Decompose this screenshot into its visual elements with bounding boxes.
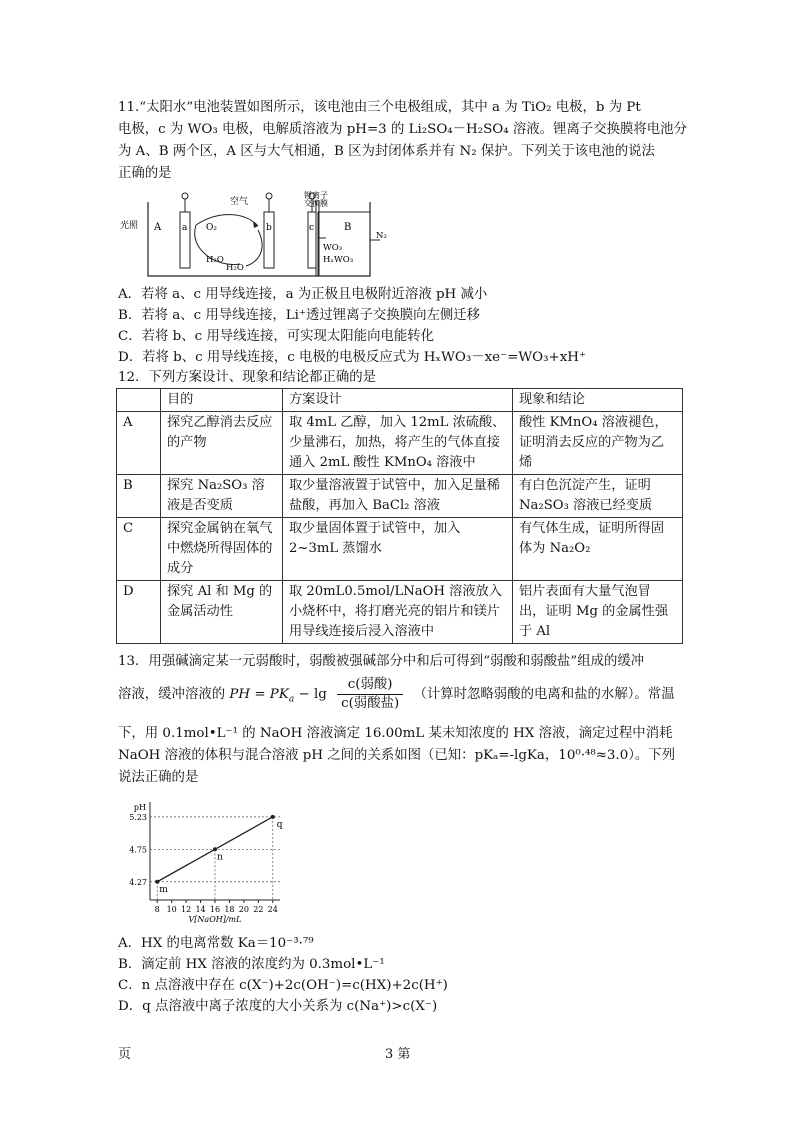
o2-label: O₂ [206, 223, 217, 233]
row-design: 取少量固体置于试管中，加入 2~3mL 蒸馏水 [283, 518, 513, 581]
y-tick-label: 4.75 [129, 845, 147, 855]
q11-option-d: D．若将 b、c 用导线连接，c 电极的电极反应式为 HₓWO₃－xe⁻=WO₃+xH⁺ [118, 350, 586, 365]
row-result: 铝片表面有大量气泡冒出，证明 Mg 的金属性强于 Al [513, 581, 683, 644]
battery-diagram [118, 190, 388, 280]
h2o-label-1: H₂O [206, 255, 224, 265]
q13-option-b: B．滴定前 HX 溶液的浓度约为 0.3mol•L⁻¹ [118, 957, 385, 972]
formula-fraction [337, 676, 403, 713]
q13-option-a: A．HX 的电离常数 Ka＝10⁻³·⁷⁹ [118, 936, 314, 951]
y-tick-label: 5.23 [129, 812, 147, 822]
y-axis-label: pH [133, 803, 146, 812]
region-a-label: A [154, 222, 162, 233]
row-label: A [117, 412, 161, 475]
membrane-label-1: 锂离子 [304, 191, 328, 200]
q13-formula-line [118, 676, 675, 716]
formula-denominator: c(弱酸盐) [341, 696, 400, 711]
n2-label: N₂ [376, 231, 387, 241]
row-design: 取 4mL 乙醇，加入 12mL 浓硫酸、少量沸石，加热，将产生的气体直接通入 2mL 酸性 KMnO₄ 溶液中 [283, 412, 513, 475]
point-label-m: m [159, 884, 168, 895]
q12-table [116, 388, 683, 644]
table-header-cell: 目的 [161, 389, 283, 412]
q11-stem-line2: 电极，c 为 WO₃ 电极，电解质溶液为 pH=3 的 Li₂SO₄－H₂SO₄ 溶液。锂离子交换膜将电池分 [118, 122, 687, 137]
x-tick-label: 10 [166, 905, 177, 914]
row-label: D [117, 581, 161, 644]
formula-lhs: PH = PK [229, 687, 289, 702]
q13-option-c: C．n 点溶液中存在 c(X⁻)+2c(OH⁻)=c(HX)+2c(H⁺) [118, 978, 448, 993]
row-label: C [117, 518, 161, 581]
x-tick-label: 14 [195, 905, 206, 914]
q11-option-c: C．若将 b、c 用导线连接，可实现太阳能向电能转化 [118, 329, 435, 344]
q13-stem-line4: NaOH 溶液的体积与混合溶液 pH 之间的关系如图（已知：pKₐ=-lgKa，10⁰·⁴⁸≈3.0）。下列 [118, 748, 676, 763]
point-label-n: n [217, 852, 223, 863]
q11-option-b: B．若将 a、c 用导线连接，Li⁺透过锂离子交换膜向左侧迁移 [118, 308, 481, 323]
y-tick-label: 4.27 [129, 877, 147, 887]
q12-stem: 12．下列方案设计、现象和结论都正确的是 [118, 370, 377, 385]
row-purpose: 探究乙醇消去反应的产物 [161, 412, 283, 475]
q11-stem-line4: 正确的是 [118, 166, 172, 181]
x-axis-label: V[NaOH]/mL [188, 915, 242, 924]
table-row [117, 475, 683, 518]
air-label: 空气 [230, 197, 249, 207]
q13-option-d: D．q 点溶液中离子浓度的大小关系为 c(Na⁺)>c(X⁻) [118, 999, 438, 1014]
data-point-m [155, 880, 159, 884]
table-row [117, 581, 683, 644]
x-tick-label: 20 [238, 905, 249, 914]
footer-left: 页 [118, 1047, 132, 1062]
table-row [117, 518, 683, 581]
row-design: 取少量溶液置于试管中，加入足量稀盐酸，再加入 BaCl₂ 溶液 [283, 475, 513, 518]
h2o-label-2: H₂O [226, 263, 244, 273]
x-tick-label: 8 [154, 905, 160, 914]
hxwo3-label: HₓWO₃ [323, 255, 354, 265]
x-tick-label: 12 [181, 905, 192, 914]
region-b-label: B [344, 222, 352, 233]
electrode-a-label: a [182, 223, 188, 233]
light-label: 光照 [120, 221, 139, 231]
formula-numerator: c(弱酸) [337, 676, 403, 695]
wo3-label: WO₃ [323, 243, 343, 253]
row-purpose: 探究金属钠在氧气中燃烧所得固体的成分 [161, 518, 283, 581]
q13-stem-line5: 说法正确的是 [118, 770, 199, 785]
titration-chart [118, 796, 288, 924]
formula-suffix: （计算时忽略弱酸的电离和盐的水解）。常温 [413, 687, 675, 702]
data-point-q [271, 815, 275, 819]
data-point-n [213, 847, 217, 851]
q11-option-a: A．若将 a、c 用导线连接，a 为正极且电极附近溶液 pH 减小 [118, 287, 488, 302]
formula-prefix: 溶液，缓冲溶液的 [118, 687, 226, 702]
q11-stem-line3: 为 A、B 两个区，A 区与大气相通，B 区为封闭体系并有 N₂ 保护。下列关于该电池的说法 [118, 144, 655, 159]
row-purpose: 探究 Na₂SO₃ 溶液是否变质 [161, 475, 283, 518]
electrode-b-label: b [266, 223, 272, 233]
table-header-row [117, 389, 683, 412]
q13-stem-line1: 13．用强碱滴定某一元弱酸时，弱酸被强碱部分中和后可得到“弱酸和弱酸盐”组成的缓冲 [118, 654, 645, 669]
row-result: 酸性 KMnO₄ 溶液褪色，证明消去反应的产物为乙烯 [513, 412, 683, 475]
footer-page-number: 3 第 [385, 1047, 411, 1062]
x-tick-label: 24 [267, 905, 278, 914]
q11-stem-line1: 11.“太阳水”电池装置如图所示，该电池由三个电极组成，其中 a 为 TiO₂ 电极，b 为 Pt [118, 100, 641, 115]
x-tick-label: 22 [253, 905, 264, 914]
row-result: 有白色沉淀产生，证明 Na₂SO₃ 溶液已经变质 [513, 475, 683, 518]
q13-stem-line3: 下，用 0.1mol•L⁻¹ 的 NaOH 溶液滴定 16.00mL 某未知浓度的 HX 溶液，滴定过程中消耗 [118, 726, 673, 741]
electrode-c-label: c [309, 223, 315, 233]
table-header-cell [117, 389, 161, 412]
table-row [117, 412, 683, 475]
row-label: B [117, 475, 161, 518]
membrane-label-2: 交换膜 [304, 199, 328, 208]
x-tick-label: 18 [224, 905, 235, 914]
table-header-cell: 方案设计 [283, 389, 513, 412]
row-design: 取 20mL0.5mol/LNaOH 溶液放入小烧杯中，将打磨光亮的铝片和镁片用导线连接后浸入溶液中 [283, 581, 513, 644]
table-header-cell: 现象和结论 [513, 389, 683, 412]
x-tick-label: 16 [209, 905, 221, 914]
formula-sub: a [288, 694, 295, 705]
point-label-q: q [276, 819, 283, 830]
row-purpose: 探究 Al 和 Mg 的金属活动性 [161, 581, 283, 644]
row-result: 有气体生成，证明所得固体为 Na₂O₂ [513, 518, 683, 581]
formula-mid: − lg [298, 687, 327, 702]
